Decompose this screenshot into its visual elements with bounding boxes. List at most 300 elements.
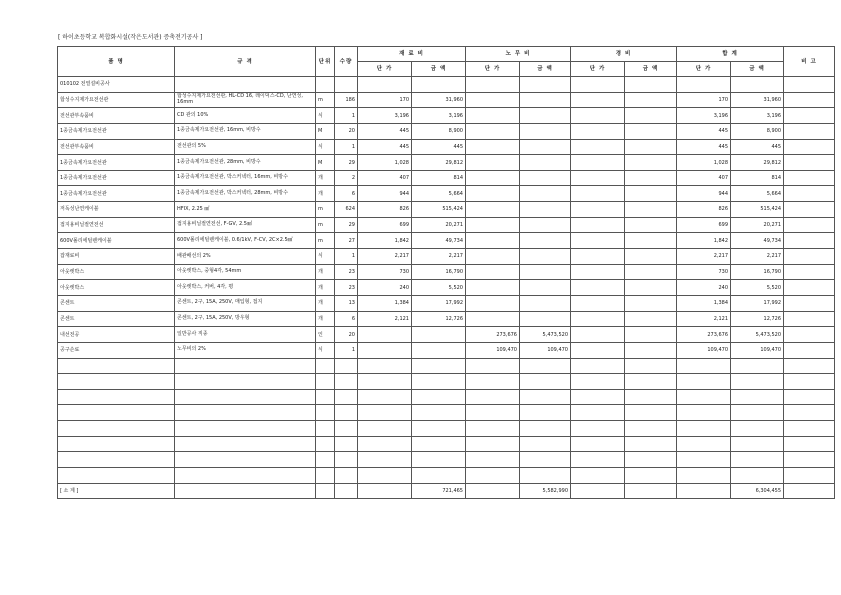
cell-unit: M <box>316 155 335 171</box>
empty-cell <box>175 421 316 437</box>
cell-m-amt: 29,812 <box>412 155 466 171</box>
empty-cell <box>520 405 571 421</box>
cell-t-amt: 5,664 <box>731 186 784 202</box>
empty-cell <box>571 374 625 390</box>
cell-l-amt: 109,470 <box>520 342 571 358</box>
cell-note <box>784 249 835 265</box>
empty-cell <box>784 405 835 421</box>
cell-t-up: 1,028 <box>677 155 731 171</box>
cell-l-amt <box>520 139 571 155</box>
cell-t-amt: 2,217 <box>731 249 784 265</box>
cell-m-up: 944 <box>358 186 412 202</box>
cell-l-amt <box>520 202 571 218</box>
cell-m-amt: 49,734 <box>412 233 466 249</box>
empty-cell <box>316 358 335 374</box>
empty-cell <box>731 452 784 468</box>
cell-name: 아웃렛박스 <box>58 264 175 280</box>
empty-cell <box>625 405 677 421</box>
cell-t-up: 730 <box>677 264 731 280</box>
empty-cell <box>784 374 835 390</box>
cell-name: 접지용비닐절연전선 <box>58 217 175 233</box>
empty-cell <box>784 452 835 468</box>
cell-m-amt: 814 <box>412 170 466 186</box>
cell-name: 1종금속제가요전선관 <box>58 186 175 202</box>
cell-qty: 13 <box>335 295 358 311</box>
cell-name: 합성수지제가요전선관 <box>58 92 175 108</box>
cell-note <box>784 170 835 186</box>
cell-note <box>784 327 835 343</box>
cell-t-up: 699 <box>677 217 731 233</box>
cell-l-up <box>466 170 520 186</box>
cell-l-amt <box>520 249 571 265</box>
empty-cell <box>58 436 175 452</box>
empty-cell <box>520 452 571 468</box>
cell-name: 1종금속제가요전선관 <box>58 155 175 171</box>
cell-note <box>784 264 835 280</box>
header-amount: 금 액 <box>731 62 784 77</box>
empty-cell <box>677 405 731 421</box>
cell-name: 전선관부속품비 <box>58 108 175 124</box>
empty-cell <box>358 374 412 390</box>
cell-m-amt: 31,960 <box>412 92 466 108</box>
table-row <box>58 123 835 139</box>
cell-qty: 29 <box>335 155 358 171</box>
cell-name: 콘센트 <box>58 311 175 327</box>
cell-l-up <box>466 92 520 108</box>
cell-m-amt: 8,900 <box>412 123 466 139</box>
cell-t-amt: 16,790 <box>731 264 784 280</box>
cell-note <box>784 123 835 139</box>
cell-m-up: 730 <box>358 264 412 280</box>
empty-cell <box>412 436 466 452</box>
cell-unit: 인 <box>316 327 335 343</box>
empty-cell <box>175 389 316 405</box>
empty-cell <box>412 374 466 390</box>
cell-qty: 23 <box>335 280 358 296</box>
cell-unit: m <box>316 202 335 218</box>
empty-row <box>58 358 835 374</box>
cell-unit: m <box>316 233 335 249</box>
cell-qty: 1 <box>335 139 358 155</box>
header-unit-price: 단 가 <box>677 62 731 77</box>
subtotal-cell <box>677 483 731 499</box>
empty-cell <box>58 358 175 374</box>
cell-e-up <box>571 123 625 139</box>
cell-l-amt <box>520 123 571 139</box>
cell-name: 잡재료비 <box>58 249 175 265</box>
cell-m-up: 1,842 <box>358 233 412 249</box>
empty-cell <box>335 421 358 437</box>
empty-cell <box>412 358 466 374</box>
table-row <box>58 155 835 171</box>
cell-t-amt: 12,726 <box>731 311 784 327</box>
cell-t-amt: 17,992 <box>731 295 784 311</box>
cell-note <box>784 92 835 108</box>
empty-cell <box>316 452 335 468</box>
cell-t-up: 240 <box>677 280 731 296</box>
cell-t-amt <box>731 77 784 93</box>
cell-l-up: 109,470 <box>466 342 520 358</box>
empty-cell <box>731 436 784 452</box>
subtotal-cell <box>571 483 625 499</box>
empty-cell <box>677 358 731 374</box>
cell-e-amt <box>625 108 677 124</box>
subtotal-l-amt: 5,582,990 <box>520 483 571 499</box>
cell-m-up: 2,217 <box>358 249 412 265</box>
cell-l-amt <box>520 170 571 186</box>
empty-cell <box>58 405 175 421</box>
empty-cell <box>335 389 358 405</box>
cell-l-up <box>466 280 520 296</box>
cell-l-amt <box>520 108 571 124</box>
empty-cell <box>677 452 731 468</box>
cell-l-up <box>466 123 520 139</box>
cell-unit: 개 <box>316 170 335 186</box>
empty-cell <box>625 358 677 374</box>
cell-t-up: 407 <box>677 170 731 186</box>
cell-qty: 624 <box>335 202 358 218</box>
empty-cell <box>175 405 316 421</box>
cell-m-up: 445 <box>358 139 412 155</box>
empty-cell <box>520 421 571 437</box>
cell-m-amt <box>412 327 466 343</box>
empty-row <box>58 405 835 421</box>
cell-l-amt <box>520 217 571 233</box>
empty-cell <box>466 374 520 390</box>
empty-row <box>58 374 835 390</box>
table-row <box>58 233 835 249</box>
cell-l-up <box>466 139 520 155</box>
cell-note <box>784 108 835 124</box>
empty-cell <box>784 421 835 437</box>
subtotal-name: [ 소 계 ] <box>58 483 175 499</box>
cell-l-up <box>466 77 520 93</box>
empty-cell <box>466 421 520 437</box>
empty-cell <box>731 358 784 374</box>
empty-cell <box>335 452 358 468</box>
table-row <box>58 280 835 296</box>
subtotal-cell <box>335 483 358 499</box>
cell-m-amt: 12,726 <box>412 311 466 327</box>
cell-m-amt: 515,424 <box>412 202 466 218</box>
cell-t-amt: 49,734 <box>731 233 784 249</box>
empty-cell <box>784 358 835 374</box>
cell-name: 콘센트 <box>58 295 175 311</box>
empty-cell <box>316 405 335 421</box>
cell-m-up: 3,196 <box>358 108 412 124</box>
subtotal-e-amt <box>625 483 677 499</box>
cell-e-amt <box>625 92 677 108</box>
table-row <box>58 217 835 233</box>
cell-unit: 식 <box>316 342 335 358</box>
cell-l-up <box>466 264 520 280</box>
empty-cell <box>571 389 625 405</box>
cell-qty <box>335 77 358 93</box>
empty-cell <box>571 421 625 437</box>
cell-qty: 1 <box>335 249 358 265</box>
table-row <box>58 139 835 155</box>
cell-qty: 29 <box>335 217 358 233</box>
cell-spec: 1종금속제가요전선관, 박스커넥터, 16mm, 비방수 <box>175 170 316 186</box>
cell-l-up <box>466 311 520 327</box>
table-row <box>58 77 835 93</box>
cell-spec <box>175 77 316 93</box>
cell-spec: 600V폴리에틸렌케이블, 0.6/1kV, F-CV, 2C×2.5㎟ <box>175 233 316 249</box>
cell-e-up <box>571 202 625 218</box>
cell-spec: 합성수지제가요전선관, HL-CD 16, 레이덕스-CD, 난연성, 16mm <box>175 92 316 108</box>
cell-unit: m <box>316 217 335 233</box>
cell-note <box>784 311 835 327</box>
cell-m-up: 1,028 <box>358 155 412 171</box>
table-body <box>58 77 835 499</box>
empty-cell <box>358 452 412 468</box>
cell-spec: 콘센트, 2구, 15A, 250V, 방우형 <box>175 311 316 327</box>
cell-e-amt <box>625 217 677 233</box>
cell-l-amt <box>520 186 571 202</box>
header-amount: 금 액 <box>520 62 571 77</box>
empty-cell <box>466 468 520 484</box>
empty-cell <box>412 405 466 421</box>
cell-t-amt: 31,960 <box>731 92 784 108</box>
cell-e-amt <box>625 311 677 327</box>
cell-t-amt: 5,520 <box>731 280 784 296</box>
empty-cell <box>175 436 316 452</box>
empty-cell <box>335 374 358 390</box>
table-row <box>58 264 835 280</box>
empty-cell <box>625 468 677 484</box>
empty-cell <box>412 389 466 405</box>
cell-spec: 콘센트, 2구, 15A, 250V, 매입형, 접지 <box>175 295 316 311</box>
cell-e-amt <box>625 155 677 171</box>
cell-l-amt <box>520 77 571 93</box>
cell-t-amt: 445 <box>731 139 784 155</box>
cell-e-up <box>571 295 625 311</box>
empty-cell <box>175 452 316 468</box>
empty-cell <box>571 468 625 484</box>
cell-l-amt <box>520 92 571 108</box>
cell-qty: 186 <box>335 92 358 108</box>
header-labor: 노 무 비 <box>466 47 571 62</box>
empty-cell <box>571 436 625 452</box>
empty-cell <box>731 389 784 405</box>
empty-cell <box>466 452 520 468</box>
cell-e-amt <box>625 249 677 265</box>
cell-unit: 개 <box>316 295 335 311</box>
header-material: 재 료 비 <box>358 47 466 62</box>
cell-l-up <box>466 233 520 249</box>
cell-m-amt: 20,271 <box>412 217 466 233</box>
table-row <box>58 92 835 108</box>
header-unit-price: 단 가 <box>358 62 412 77</box>
cell-e-up <box>571 249 625 265</box>
cell-e-up <box>571 155 625 171</box>
cell-l-amt <box>520 295 571 311</box>
empty-cell <box>412 452 466 468</box>
cell-m-up: 2,121 <box>358 311 412 327</box>
cell-spec: 아웃렛박스, 중형4각, 54mm <box>175 264 316 280</box>
cell-l-amt <box>520 311 571 327</box>
empty-cell <box>466 436 520 452</box>
empty-cell <box>520 389 571 405</box>
cell-e-amt <box>625 139 677 155</box>
empty-row <box>58 452 835 468</box>
empty-cell <box>520 468 571 484</box>
document-title: [ 하이초등학교 복합화시설(작은도서관) 증축전기공사 ] <box>58 34 203 41</box>
cell-m-up: 826 <box>358 202 412 218</box>
cell-spec: 1종금속제가요전선관, 28mm, 비방수 <box>175 155 316 171</box>
subtotal-m-amt: 721,465 <box>412 483 466 499</box>
empty-cell <box>677 389 731 405</box>
empty-row <box>58 421 835 437</box>
cell-t-up: 1,384 <box>677 295 731 311</box>
cell-note <box>784 202 835 218</box>
empty-cell <box>571 358 625 374</box>
cell-unit: 개 <box>316 186 335 202</box>
cell-t-up: 170 <box>677 92 731 108</box>
cell-t-up: 1,842 <box>677 233 731 249</box>
cell-t-up: 445 <box>677 139 731 155</box>
cell-m-up <box>358 77 412 93</box>
cell-t-amt: 515,424 <box>731 202 784 218</box>
cell-qty: 6 <box>335 186 358 202</box>
empty-cell <box>731 405 784 421</box>
cell-m-up: 445 <box>358 123 412 139</box>
cell-spec: 일반공사 직종 <box>175 327 316 343</box>
empty-cell <box>625 452 677 468</box>
empty-cell <box>571 452 625 468</box>
cell-m-amt <box>412 342 466 358</box>
cell-e-amt <box>625 295 677 311</box>
cell-name: 1종금속제가요전선관 <box>58 123 175 139</box>
cell-t-up: 826 <box>677 202 731 218</box>
cell-t-up: 2,121 <box>677 311 731 327</box>
empty-cell <box>625 421 677 437</box>
cell-note <box>784 295 835 311</box>
cell-t-amt: 5,473,520 <box>731 327 784 343</box>
cell-t-up <box>677 77 731 93</box>
empty-cell <box>412 421 466 437</box>
cell-unit: m <box>316 92 335 108</box>
empty-cell <box>58 468 175 484</box>
cell-e-up <box>571 342 625 358</box>
cell-t-up: 2,217 <box>677 249 731 265</box>
empty-cell <box>784 436 835 452</box>
cell-spec: 1종금속제가요전선관, 박스커넥터, 28mm, 비방수 <box>175 186 316 202</box>
cell-name: 010102 전열설비공사 <box>58 77 175 93</box>
empty-cell <box>571 405 625 421</box>
empty-cell <box>677 374 731 390</box>
empty-cell <box>316 389 335 405</box>
cell-e-up <box>571 217 625 233</box>
empty-cell <box>677 421 731 437</box>
cell-qty: 27 <box>335 233 358 249</box>
empty-cell <box>625 436 677 452</box>
cell-note <box>784 280 835 296</box>
empty-cell <box>466 389 520 405</box>
empty-cell <box>466 358 520 374</box>
cell-spec: CD 관의 10% <box>175 108 316 124</box>
cell-note <box>784 139 835 155</box>
header-name: 품 명 <box>58 47 175 77</box>
cell-l-up <box>466 249 520 265</box>
cell-e-up <box>571 108 625 124</box>
empty-row <box>58 389 835 405</box>
empty-cell <box>335 358 358 374</box>
table-row <box>58 311 835 327</box>
empty-cell <box>731 468 784 484</box>
empty-cell <box>358 358 412 374</box>
cell-qty: 20 <box>335 123 358 139</box>
empty-cell <box>358 421 412 437</box>
cell-t-up: 944 <box>677 186 731 202</box>
cell-qty: 23 <box>335 264 358 280</box>
cell-note <box>784 155 835 171</box>
cell-e-up <box>571 186 625 202</box>
subtotal-row <box>58 483 835 499</box>
cell-e-up <box>571 77 625 93</box>
header-amount: 금 액 <box>412 62 466 77</box>
cell-m-amt: 17,992 <box>412 295 466 311</box>
empty-cell <box>316 374 335 390</box>
cell-l-amt: 5,473,520 <box>520 327 571 343</box>
cell-unit: 개 <box>316 280 335 296</box>
cell-e-amt <box>625 280 677 296</box>
cell-e-amt <box>625 327 677 343</box>
empty-cell <box>358 389 412 405</box>
cost-table <box>57 46 835 499</box>
empty-cell <box>58 389 175 405</box>
header-qty: 수량 <box>335 47 358 77</box>
empty-cell <box>412 468 466 484</box>
cell-e-amt <box>625 123 677 139</box>
subtotal-cell <box>784 483 835 499</box>
subtotal-cell <box>175 483 316 499</box>
cell-t-amt: 8,900 <box>731 123 784 139</box>
header-expense: 경 비 <box>571 47 677 62</box>
cell-e-up <box>571 139 625 155</box>
empty-cell <box>677 468 731 484</box>
cell-name: 1종금속제가요전선관 <box>58 170 175 186</box>
cell-note <box>784 233 835 249</box>
cell-qty: 20 <box>335 327 358 343</box>
cell-e-up <box>571 280 625 296</box>
empty-row <box>58 468 835 484</box>
empty-cell <box>520 374 571 390</box>
cell-unit: M <box>316 123 335 139</box>
empty-cell <box>625 389 677 405</box>
cell-t-amt: 3,196 <box>731 108 784 124</box>
header-spec: 규 격 <box>175 47 316 77</box>
empty-cell <box>335 468 358 484</box>
table-row <box>58 342 835 358</box>
cell-m-amt <box>412 77 466 93</box>
cell-m-up: 699 <box>358 217 412 233</box>
cell-t-up: 109,470 <box>677 342 731 358</box>
cell-spec: 전선관의 5% <box>175 139 316 155</box>
cell-qty: 1 <box>335 108 358 124</box>
table-row <box>58 186 835 202</box>
cell-e-up <box>571 264 625 280</box>
cell-m-amt: 3,196 <box>412 108 466 124</box>
empty-cell <box>175 468 316 484</box>
cell-e-amt <box>625 202 677 218</box>
table-row <box>58 327 835 343</box>
cell-t-up: 3,196 <box>677 108 731 124</box>
table-row <box>58 170 835 186</box>
table-row <box>58 202 835 218</box>
table-row <box>58 108 835 124</box>
empty-cell <box>677 436 731 452</box>
